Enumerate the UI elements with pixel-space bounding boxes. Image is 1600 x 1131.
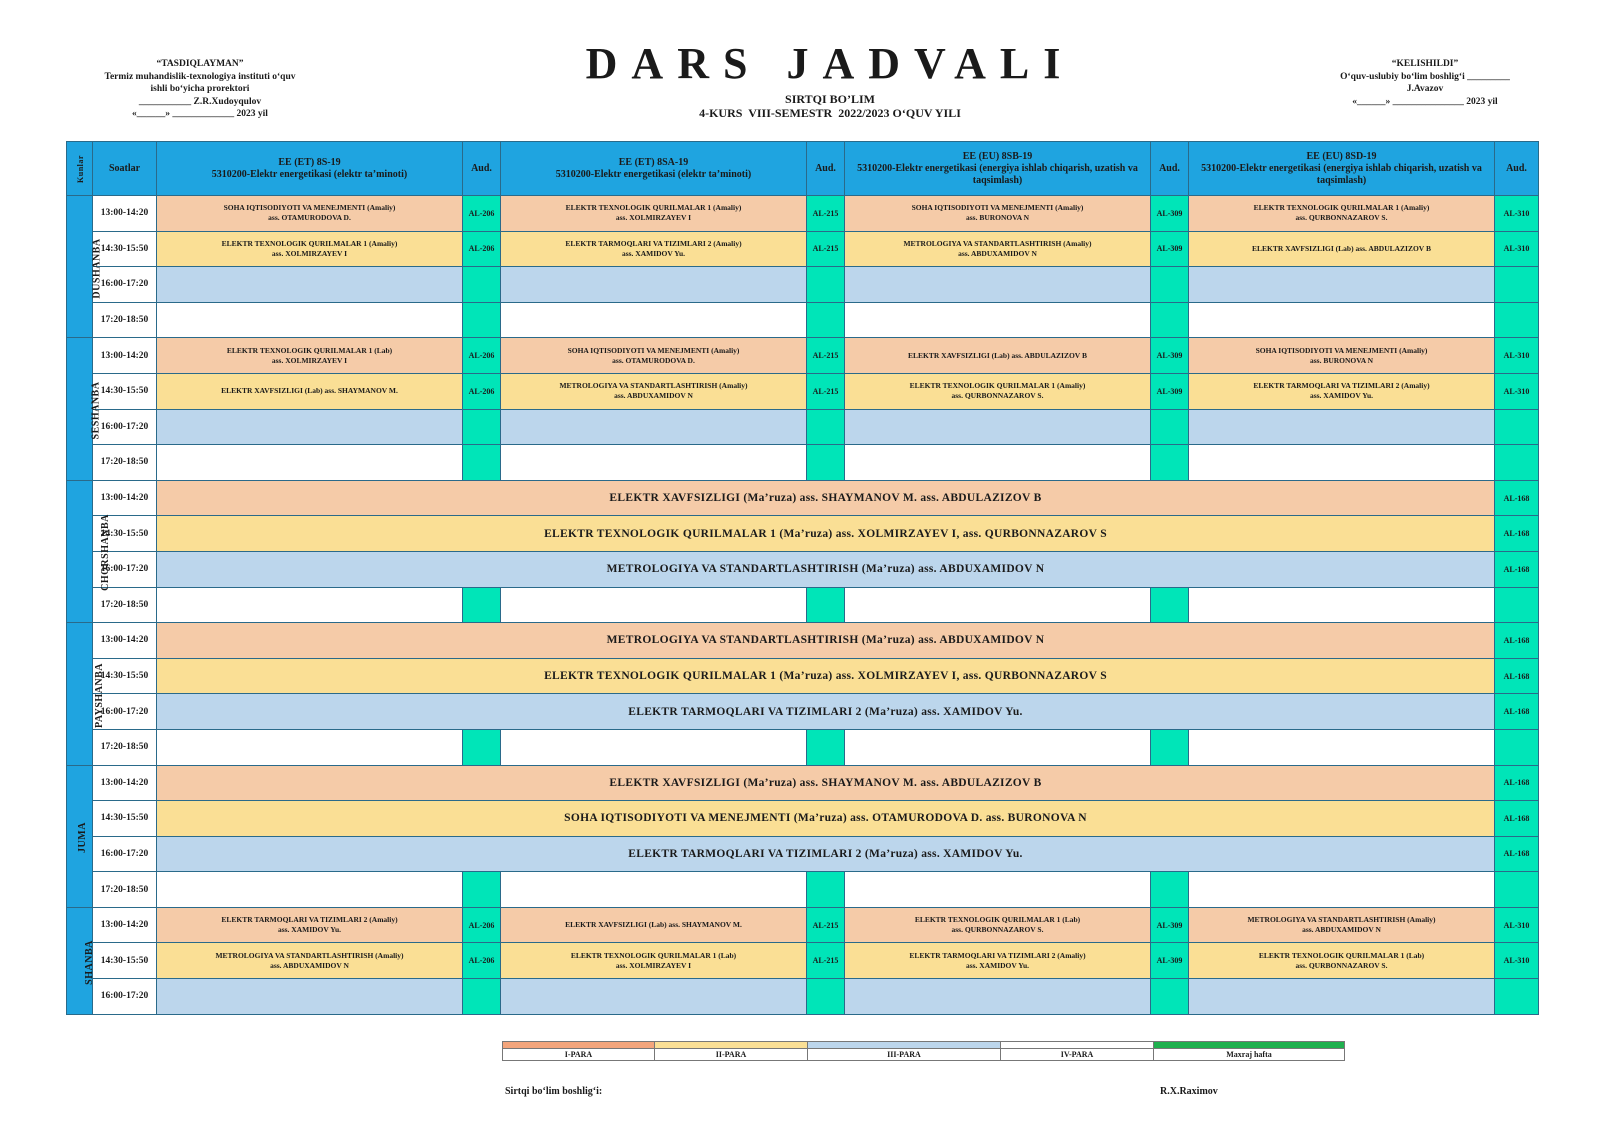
aud-cell (463, 872, 501, 908)
legend-item (502, 1041, 655, 1061)
lecture-cell: ELEKTR XAVFSIZLIGI (Ma’ruza) ass. SHAYMANOV M. ass. ABDULAZIZOV B (157, 480, 1495, 516)
legend-item (1001, 1041, 1154, 1061)
lesson-cell (157, 302, 463, 338)
lesson-cell (845, 373, 1151, 409)
aud-cell (463, 445, 501, 481)
aud-cell (1151, 979, 1189, 1015)
group-spec: 5310200-Elektr energetikasi (elektr ta’minoti) (211, 168, 408, 180)
lesson-teacher: ass. QURBONNAZAROV S. (951, 391, 1044, 401)
time-cell: 14:30-15:50 (93, 373, 157, 409)
aud-cell (463, 587, 501, 623)
lecture-cell: ELEKTR TARMOQLARI VA TIZIMLARI 2 (Ma’ruza) ass. XAMIDOV Yu. (157, 836, 1495, 872)
lesson-subject: METROLOGIYA VA STANDARTLASHTIRISH (Amaliy) (903, 238, 1092, 248)
lesson-cell (501, 729, 807, 765)
lesson-cell (501, 979, 807, 1015)
aud-cell: AL-215 (807, 231, 845, 267)
lesson-subject: METROLOGIYA VA STANDARTLASHTIRISH (Amaliy) (559, 381, 748, 391)
time-cell: 17:20-18:50 (93, 445, 157, 481)
lesson-teacher: ass. QURBONNAZAROV S. (951, 925, 1044, 935)
aud-cell (1495, 267, 1539, 303)
lesson-teacher: ass. ABDUXAMIDOV N (614, 391, 693, 401)
lesson-subject: ELEKTR TARMOQLARI VA TIZIMLARI 2 (Amaliy) (909, 950, 1086, 960)
group-name: EE (EU) 8SB-19 (962, 150, 1033, 162)
aud-cell (807, 979, 845, 1015)
time-cell: 14:30-15:50 (93, 658, 157, 694)
lesson-teacher: ass. XOLMIRZAYEV I (615, 960, 692, 970)
lesson-cell (501, 302, 807, 338)
agreement-line: «______» _______________ 2023 yil (1352, 96, 1498, 107)
aud-cell: AL-215 (807, 943, 845, 979)
lesson-subject: SOHA IQTISODIYOTI VA MENEJMENTI (Amaliy) (223, 203, 396, 213)
day-label: SESHANBA (90, 381, 102, 440)
aud-cell: AL-168 (1495, 516, 1539, 552)
day-cell (67, 196, 103, 338)
aud-cell: AL-309 (1151, 373, 1189, 409)
lesson-subject: METROLOGIYA VA STANDARTLASHTIRISH (Amaliy) (215, 950, 404, 960)
group-name: EE (ET) 8SA-19 (618, 156, 689, 168)
aud-cell: AL-310 (1495, 907, 1539, 943)
aud-cell: AL-309 (1151, 338, 1189, 374)
table-row (67, 445, 1539, 481)
group-header (1189, 142, 1495, 196)
lesson-cell (1189, 872, 1495, 908)
aud-cell (463, 729, 501, 765)
lesson-cell (157, 409, 463, 445)
aud-cell: AL-206 (463, 338, 501, 374)
lesson-teacher: ass. ABDUXAMIDOV N (270, 960, 349, 970)
table-row (67, 338, 1539, 374)
lesson-subject: ELEKTR TEXNOLOGIK QURILMALAR 1 (Lab) (570, 950, 737, 960)
lesson-cell (157, 338, 463, 374)
aud-cell: AL-168 (1495, 551, 1539, 587)
day-label: DUSHANBA (91, 238, 103, 299)
day-label: JUMA (76, 822, 88, 854)
lesson-cell (845, 196, 1151, 232)
lesson-teacher: ass. XAMIDOV Yu. (965, 960, 1030, 970)
lesson-cell (1189, 409, 1495, 445)
footer-signature-name: R.X.Raximov (1160, 1086, 1218, 1097)
aud-cell: AL-310 (1495, 196, 1539, 232)
page-title: DARS JADVALI (585, 39, 1075, 88)
table-row (67, 231, 1539, 267)
aud-cell: AL-206 (463, 373, 501, 409)
approval-line: Termiz muhandislik-texnologiya instituti o‘quv (104, 71, 296, 82)
aud-cell (463, 979, 501, 1015)
aud-cell: AL-168 (1495, 836, 1539, 872)
lesson-cell (845, 872, 1151, 908)
aud-cell (463, 302, 501, 338)
lesson-cell (157, 587, 463, 623)
aud-cell (1495, 445, 1539, 481)
lesson-cell (1189, 979, 1495, 1015)
group-spec: 5310200-Elektr energetikasi (energiya ishlab chiqarish, uzatish va taqsimlash) (1201, 162, 1482, 186)
lesson-teacher: ass. QURBONNAZAROV S. (1295, 960, 1388, 970)
table-row (67, 551, 1539, 587)
lesson-subject: ELEKTR XAVFSIZLIGI (Lab) ass. ABDULAZIZOV B (1252, 243, 1431, 253)
time-cell: 17:20-18:50 (93, 587, 157, 623)
lesson-cell (845, 943, 1151, 979)
aud-cell: AL-309 (1151, 943, 1189, 979)
aud-header: Aud. (1151, 142, 1189, 196)
time-cell: 13:00-14:20 (93, 338, 157, 374)
table-row (67, 872, 1539, 908)
lesson-teacher: ass. XAMIDOV Yu. (277, 925, 342, 935)
lesson-cell (157, 373, 463, 409)
day-cell (67, 765, 93, 907)
legend-label: II-PARA (655, 1048, 807, 1060)
lesson-teacher: ass. BURONOVA N (1310, 355, 1373, 365)
lecture-cell: ELEKTR XAVFSIZLIGI (Ma’ruza) ass. SHAYMANOV M. ass. ABDULAZIZOV B (157, 765, 1495, 801)
table-row (67, 907, 1539, 943)
lesson-cell (1189, 943, 1495, 979)
table-row (67, 765, 1539, 801)
aud-cell (1495, 587, 1539, 623)
lesson-cell (501, 196, 807, 232)
lesson-cell (845, 979, 1151, 1015)
time-cell: 14:30-15:50 (93, 516, 157, 552)
subtitle-line: SIRTQI BO’LIM (785, 92, 875, 106)
time-cell: 14:30-15:50 (93, 801, 157, 837)
kunlar-header (67, 142, 93, 196)
table-row (67, 979, 1539, 1015)
table-row (67, 196, 1539, 232)
lesson-cell (1189, 587, 1495, 623)
lesson-cell (157, 445, 463, 481)
aud-cell: AL-215 (807, 373, 845, 409)
legend-item (808, 1041, 1001, 1061)
lesson-cell (501, 445, 807, 481)
lesson-teacher: ass. XAMIDOV Yu. (1309, 391, 1374, 401)
lesson-subject: ELEKTR XAVFSIZLIGI (Lab) ass. SHAYMANOV M. (221, 386, 398, 396)
day-cell (67, 480, 111, 622)
lesson-cell (845, 445, 1151, 481)
lesson-cell (157, 872, 463, 908)
lesson-subject: ELEKTR XAVFSIZLIGI (Lab) ass. SHAYMANOV M. (565, 920, 742, 930)
approval-line: ishli bo‘yicha prorektori (150, 84, 250, 94)
aud-cell (1151, 587, 1189, 623)
table-row (67, 409, 1539, 445)
lesson-subject: ELEKTR TEXNOLOGIK QURILMALAR 1 (Amaliy) (909, 381, 1086, 391)
group-name: EE (EU) 8SD-19 (1306, 150, 1377, 162)
time-cell: 13:00-14:20 (93, 480, 157, 516)
aud-cell: AL-310 (1495, 338, 1539, 374)
time-cell: 13:00-14:20 (93, 765, 157, 801)
table-row (67, 480, 1539, 516)
aud-header: Aud. (463, 142, 501, 196)
lecture-cell: METROLOGIYA VA STANDARTLASHTIRISH (Ma’ruza) ass. ABDUXAMIDOV N (157, 623, 1495, 659)
lesson-cell (1189, 231, 1495, 267)
lesson-cell (1189, 729, 1495, 765)
aud-cell (1495, 872, 1539, 908)
aud-cell (1151, 409, 1189, 445)
para-legend (502, 1041, 1345, 1061)
time-cell: 14:30-15:50 (93, 231, 157, 267)
day-cell (67, 907, 93, 1014)
group-header (501, 142, 807, 196)
lesson-cell (845, 409, 1151, 445)
lesson-cell (845, 587, 1151, 623)
legend-label: I-PARA (503, 1048, 654, 1060)
table-row (67, 836, 1539, 872)
time-cell: 17:20-18:50 (93, 302, 157, 338)
table-row (67, 302, 1539, 338)
table-row (67, 943, 1539, 979)
table-header-row (67, 142, 1539, 196)
time-cell: 17:20-18:50 (93, 872, 157, 908)
lesson-subject: ELEKTR TEXNOLOGIK QURILMALAR 1 (Lab) (914, 915, 1081, 925)
time-cell: 13:00-14:20 (93, 907, 157, 943)
lesson-cell (845, 231, 1151, 267)
table-row (67, 658, 1539, 694)
aud-cell: AL-309 (1151, 231, 1189, 267)
lesson-subject: ELEKTR TARMOQLARI VA TIZIMLARI 2 (Amaliy) (565, 238, 742, 248)
lesson-cell (1189, 338, 1495, 374)
aud-cell: AL-309 (1151, 196, 1189, 232)
lesson-cell (1189, 196, 1495, 232)
approval-block (80, 58, 320, 121)
lesson-cell (845, 338, 1151, 374)
agreement-line: J.Avazov (1406, 84, 1444, 94)
aud-cell (807, 587, 845, 623)
lesson-cell (157, 943, 463, 979)
aud-cell (1495, 302, 1539, 338)
legend-item (655, 1041, 808, 1061)
approval-line: ___________ Z.R.Xudoyqulov (138, 96, 262, 107)
approval-line: «______» _____________ 2023 yil (132, 109, 268, 119)
approval-line: “TASDIQLAYMAN” (156, 59, 244, 69)
aud-cell: AL-206 (463, 907, 501, 943)
lesson-cell (157, 907, 463, 943)
aud-cell: AL-206 (463, 196, 501, 232)
legend-label: III-PARA (808, 1048, 1000, 1060)
aud-cell: AL-206 (463, 943, 501, 979)
aud-cell: AL-168 (1495, 480, 1539, 516)
aud-cell (1151, 267, 1189, 303)
aud-cell: AL-168 (1495, 801, 1539, 837)
group-spec: 5310200-Elektr energetikasi (elektr ta’minoti) (555, 168, 752, 180)
legend-label: Maxraj hafta (1154, 1048, 1344, 1060)
lesson-cell (1189, 302, 1495, 338)
lesson-teacher: ass. ABDUXAMIDOV N (958, 248, 1037, 258)
aud-cell: AL-310 (1495, 943, 1539, 979)
time-cell: 17:20-18:50 (93, 729, 157, 765)
time-cell: 16:00-17:20 (93, 694, 157, 730)
aud-cell (1495, 979, 1539, 1015)
day-cell (67, 623, 106, 765)
aud-cell: AL-168 (1495, 765, 1539, 801)
aud-cell (1151, 729, 1189, 765)
aud-cell (1151, 302, 1189, 338)
lesson-cell (157, 231, 463, 267)
lesson-cell (845, 729, 1151, 765)
lesson-teacher: ass. XOLMIRZAYEV I (271, 355, 348, 365)
aud-cell (807, 729, 845, 765)
day-label: CHORSHANBA (99, 514, 111, 592)
table-row (67, 801, 1539, 837)
group-header (157, 142, 463, 196)
time-cell: 16:00-17:20 (93, 836, 157, 872)
table-row (67, 516, 1539, 552)
lecture-cell: ELEKTR TARMOQLARI VA TIZIMLARI 2 (Ma’ruza) ass. XAMIDOV Yu. (157, 694, 1495, 730)
aud-cell: AL-309 (1151, 907, 1189, 943)
aud-cell (1151, 445, 1189, 481)
aud-cell (463, 267, 501, 303)
time-cell: 13:00-14:20 (93, 196, 157, 232)
lesson-cell (501, 267, 807, 303)
kunlar-label: Kunlar (75, 154, 85, 183)
table-row (67, 729, 1539, 765)
aud-cell: AL-215 (807, 907, 845, 943)
lesson-cell (845, 302, 1151, 338)
table-row (67, 373, 1539, 409)
aud-cell (463, 409, 501, 445)
agreement-line: “KELISHILDI” (1391, 59, 1459, 69)
soatlar-header: Soatlar (93, 142, 157, 196)
lesson-cell (1189, 267, 1495, 303)
aud-cell (1151, 872, 1189, 908)
table-row (67, 267, 1539, 303)
lesson-teacher: ass. QURBONNAZAROV S. (1295, 213, 1388, 223)
aud-cell (807, 302, 845, 338)
page-subtitle (560, 92, 1100, 120)
schedule-table (66, 141, 1539, 1015)
lesson-subject: ELEKTR TEXNOLOGIK QURILMALAR 1 (Amaliy) (565, 203, 742, 213)
lesson-subject: ELEKTR TEXNOLOGIK QURILMALAR 1 (Lab) (226, 345, 393, 355)
lesson-cell (501, 338, 807, 374)
lesson-cell (1189, 445, 1495, 481)
aud-cell: AL-215 (807, 196, 845, 232)
lesson-subject: SOHA IQTISODIYOTI VA MENEJMENTI (Amaliy) (567, 345, 740, 355)
lesson-teacher: ass. OTAMURODOVA D. (268, 213, 351, 223)
day-label: PAYSHANBA (94, 662, 106, 728)
agreement-block (1310, 58, 1540, 108)
legend-item (1154, 1041, 1345, 1061)
time-cell: 16:00-17:20 (93, 551, 157, 587)
table-row (67, 623, 1539, 659)
aud-header: Aud. (1495, 142, 1539, 196)
time-cell: 16:00-17:20 (93, 267, 157, 303)
lecture-cell: ELEKTR TEXNOLOGIK QURILMALAR 1 (Ma’ruza) ass. XOLMIRZAYEV I, ass. QURBONNAZAROV S (157, 516, 1495, 552)
aud-cell (807, 872, 845, 908)
lesson-cell (501, 943, 807, 979)
lesson-subject: ELEKTR TARMOQLARI VA TIZIMLARI 2 (Amaliy) (1253, 381, 1430, 391)
time-cell: 13:00-14:20 (93, 623, 157, 659)
lesson-teacher: ass. ABDUXAMIDOV N (1302, 925, 1381, 935)
lecture-cell: METROLOGIYA VA STANDARTLASHTIRISH (Ma’ruza) ass. ABDUXAMIDOV N (157, 551, 1495, 587)
lesson-teacher: ass. OTAMURODOVA D. (612, 355, 695, 365)
lesson-teacher: ass. BURONOVA N (966, 213, 1029, 223)
lesson-cell (1189, 907, 1495, 943)
aud-cell (807, 445, 845, 481)
aud-cell (807, 267, 845, 303)
aud-cell: AL-168 (1495, 658, 1539, 694)
lesson-teacher: ass. XOLMIRZAYEV I (615, 213, 692, 223)
day-label: SHANBA (83, 939, 95, 985)
lesson-subject: ELEKTR TEXNOLOGIK QURILMALAR 1 (Amaliy) (221, 238, 398, 248)
table-row (67, 587, 1539, 623)
lesson-subject: ELEKTR TEXNOLOGIK QURILMALAR 1 (Lab) (1258, 950, 1425, 960)
aud-cell: AL-310 (1495, 231, 1539, 267)
lesson-cell (501, 409, 807, 445)
lesson-cell (1189, 373, 1495, 409)
lesson-cell (157, 196, 463, 232)
aud-cell: AL-206 (463, 231, 501, 267)
aud-cell (807, 409, 845, 445)
lesson-cell (501, 907, 807, 943)
lesson-subject: ELEKTR XAVFSIZLIGI (Lab) ass. ABDULAZIZOV B (908, 350, 1087, 360)
aud-cell: AL-215 (807, 338, 845, 374)
time-cell: 16:00-17:20 (93, 979, 157, 1015)
lesson-cell (845, 267, 1151, 303)
subtitle-line: 4-KURS VIII-SEMESTR 2022/2023 O‘QUV YILI (699, 106, 961, 120)
lesson-cell (157, 267, 463, 303)
lesson-cell (501, 373, 807, 409)
aud-cell: AL-168 (1495, 623, 1539, 659)
lesson-subject: SOHA IQTISODIYOTI VA MENEJMENTI (Amaliy) (1255, 345, 1428, 355)
table-row (67, 694, 1539, 730)
lecture-cell: SOHA IQTISODIYOTI VA MENEJMENTI (Ma’ruza) ass. OTAMURODOVA D. ass. BURONOVA N (157, 801, 1495, 837)
lesson-subject: ELEKTR TARMOQLARI VA TIZIMLARI 2 (Amaliy) (221, 915, 398, 925)
group-header (845, 142, 1151, 196)
lesson-cell (501, 872, 807, 908)
aud-cell (1495, 409, 1539, 445)
lesson-cell (845, 907, 1151, 943)
agreement-line: O‘quv-uslubiy bo‘lim boshlig‘i _________ (1340, 71, 1510, 82)
aud-header: Aud. (807, 142, 845, 196)
lecture-cell: ELEKTR TEXNOLOGIK QURILMALAR 1 (Ma’ruza) ass. XOLMIRZAYEV I, ass. QURBONNAZAROV S (157, 658, 1495, 694)
group-spec: 5310200-Elektr energetikasi (energiya ishlab chiqarish, uzatish va taqsimlash) (857, 162, 1138, 186)
legend-label: IV-PARA (1001, 1048, 1153, 1060)
time-cell: 14:30-15:50 (93, 943, 157, 979)
lesson-cell (501, 587, 807, 623)
aud-cell (1495, 729, 1539, 765)
time-cell: 16:00-17:20 (93, 409, 157, 445)
lesson-teacher: ass. XAMIDOV Yu. (621, 248, 686, 258)
aud-cell: AL-310 (1495, 373, 1539, 409)
lesson-cell (157, 979, 463, 1015)
footer-signature-label: Sirtqi bo‘lim boshlig‘i: (505, 1086, 603, 1097)
lesson-cell (501, 231, 807, 267)
day-cell (67, 338, 102, 480)
lesson-subject: SOHA IQTISODIYOTI VA MENEJMENTI (Amaliy) (911, 203, 1084, 213)
lesson-teacher: ass. XOLMIRZAYEV I (271, 248, 348, 258)
lesson-cell (157, 729, 463, 765)
aud-cell: AL-168 (1495, 694, 1539, 730)
lesson-subject: METROLOGIYA VA STANDARTLASHTIRISH (Amaliy) (1247, 915, 1436, 925)
group-name: EE (ET) 8S-19 (278, 156, 341, 168)
lesson-subject: ELEKTR TEXNOLOGIK QURILMALAR 1 (Amaliy) (1253, 203, 1430, 213)
